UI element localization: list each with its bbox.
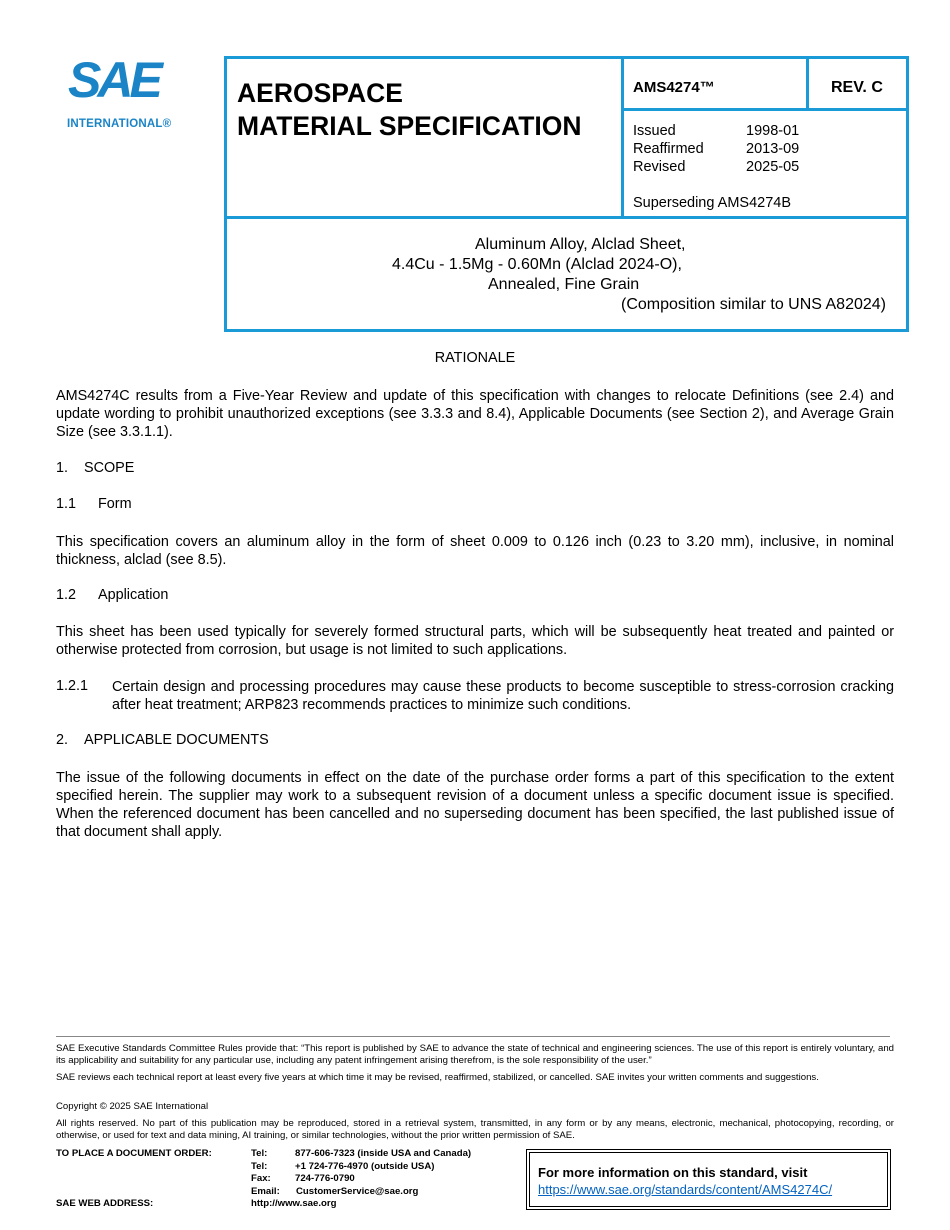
subject-line: Aluminum Alloy, Alclad Sheet,: [475, 236, 686, 253]
section-title-application: Application: [98, 587, 169, 603]
more-info-box: [526, 1149, 891, 1210]
section-title-scope: SCOPE: [84, 460, 135, 476]
doc-number: AMS4274™: [633, 79, 715, 96]
contact-value: +1 724-776-4970 (outside USA): [295, 1160, 435, 1172]
section-number: 1.2: [56, 587, 77, 603]
subject-line: (Composition similar to UNS A82024): [621, 296, 886, 313]
contact-label: Email:: [251, 1185, 280, 1197]
order-label: TO PLACE A DOCUMENT ORDER:: [56, 1148, 212, 1159]
date-value: 1998-01: [746, 123, 800, 139]
footer-review: SAE reviews each technical report at least every five years at which time it may be revised, reaffirmed, stabilized, or cancelled. SAE invites your written comments and suggestions.: [56, 1072, 819, 1083]
date-label: Reaffirmed: [633, 141, 704, 157]
application-text: This sheet has been used typically for severely formed structural parts, which will be subsequently heat treated and painted or otherwise protected from corrosion, but usage is not limited to such applications.: [56, 624, 894, 658]
rationale-text: AMS4274C results from a Five-Year Review and update of this specification with changes to relocate Definitions (see 2.4) and update wording to prohibit unauthorized exceptions (see 3.3.3 and 8.4), Applicable Documents (see Section 2), and Average Grain Size (see 3.3.1.1).: [56, 388, 894, 440]
footer-rights: All rights reserved. No part of this publication may be reproduced, stored in a retrieval system, transmitted, in any form or by any means, electronic, mechanical, photocopying, recording, or otherwise, or used for text and data mining, AI training, or similar technologies, without the prior written permission of SAE.: [56, 1118, 894, 1141]
doc-number-cell: [624, 59, 809, 111]
section-number: 2.: [56, 732, 69, 748]
footer-copyright: Copyright © 2025 SAE International: [56, 1101, 209, 1112]
subject-line: Annealed, Fine Grain: [488, 276, 640, 293]
section-title-applicable-documents: APPLICABLE DOCUMENTS: [84, 732, 269, 748]
more-info-title: For more information on this standard, visit: [538, 1165, 808, 1180]
contact-value: 877-606-7323 (inside USA and Canada): [295, 1148, 472, 1159]
header-title-line1: AEROSPACE: [237, 78, 403, 108]
web-url[interactable]: http://www.sae.org: [251, 1198, 337, 1209]
contact-value: 724-776-0790: [295, 1173, 355, 1184]
footer-rules: SAE Executive Standards Committee Rules provide that: “This report is published by SAE to advance the state of technical and engineering sciences. The use of this report is entirely voluntary, and its applicability and suitability for any particular use, including any patent infringement arising therefrom, is the sole responsibility of the user.”: [56, 1043, 894, 1066]
date-value: 2013-09: [746, 141, 800, 157]
superseding-note: Superseding AMS4274B: [633, 195, 791, 211]
logo-subtitle: INTERNATIONAL®: [67, 118, 172, 130]
more-info-link[interactable]: https://www.sae.org/standards/content/AMS4274C/: [538, 1182, 833, 1197]
dates-cell: [624, 111, 906, 219]
spec-header: [224, 56, 909, 332]
revision: REV. C: [831, 79, 883, 96]
footer-divider: [56, 1036, 890, 1037]
section-number: 1.1: [56, 496, 77, 512]
contact-email[interactable]: CustomerService@sae.org: [296, 1185, 419, 1197]
web-label: SAE WEB ADDRESS:: [56, 1198, 154, 1209]
date-label: Issued: [633, 123, 676, 139]
contact-label: Tel:: [251, 1160, 268, 1172]
sae-logo: [62, 54, 192, 134]
subsection-1-2-1-text: Certain design and processing procedures may cause these products to become susceptible to stress-corrosion cracking after heat treatment; ARP823 recommends practices to minimize such conditions.: [112, 679, 894, 713]
form-text: This specification covers an aluminum alloy in the form of sheet 0.009 to 0.126 inch (0.23 to 3.20 mm), inclusive, in nominal thickness, alclad (see 8.5).: [56, 534, 894, 568]
date-label: Revised: [633, 159, 686, 175]
contact-label: Fax:: [251, 1173, 271, 1184]
header-title-cell: [227, 59, 624, 219]
date-value: 2025-05: [746, 159, 800, 175]
header-title-line2: MATERIAL SPECIFICATION: [237, 111, 582, 141]
section-title-form: Form: [98, 496, 132, 512]
subject-cell: [227, 219, 906, 329]
contact-label: Tel:: [251, 1148, 268, 1159]
section-number: 1.2.1: [56, 678, 89, 694]
revision-cell: [809, 59, 906, 111]
rationale-heading: RATIONALE: [434, 350, 516, 366]
subject-line: 4.4Cu - 1.5Mg - 0.60Mn (Alclad 2024-O),: [392, 256, 682, 273]
applicable-documents-text: The issue of the following documents in effect on the date of the purchase order forms a part of this specification to the extent specified herein. The supplier may work to a subsequent revision of a document unless a specific document issue is specified. When the referenced document has been cancelled and no superseding document has been specified, the last published issue of that document shall apply.: [56, 770, 894, 840]
section-number: 1.: [56, 460, 69, 476]
logo-wordmark: SAE: [68, 52, 159, 108]
